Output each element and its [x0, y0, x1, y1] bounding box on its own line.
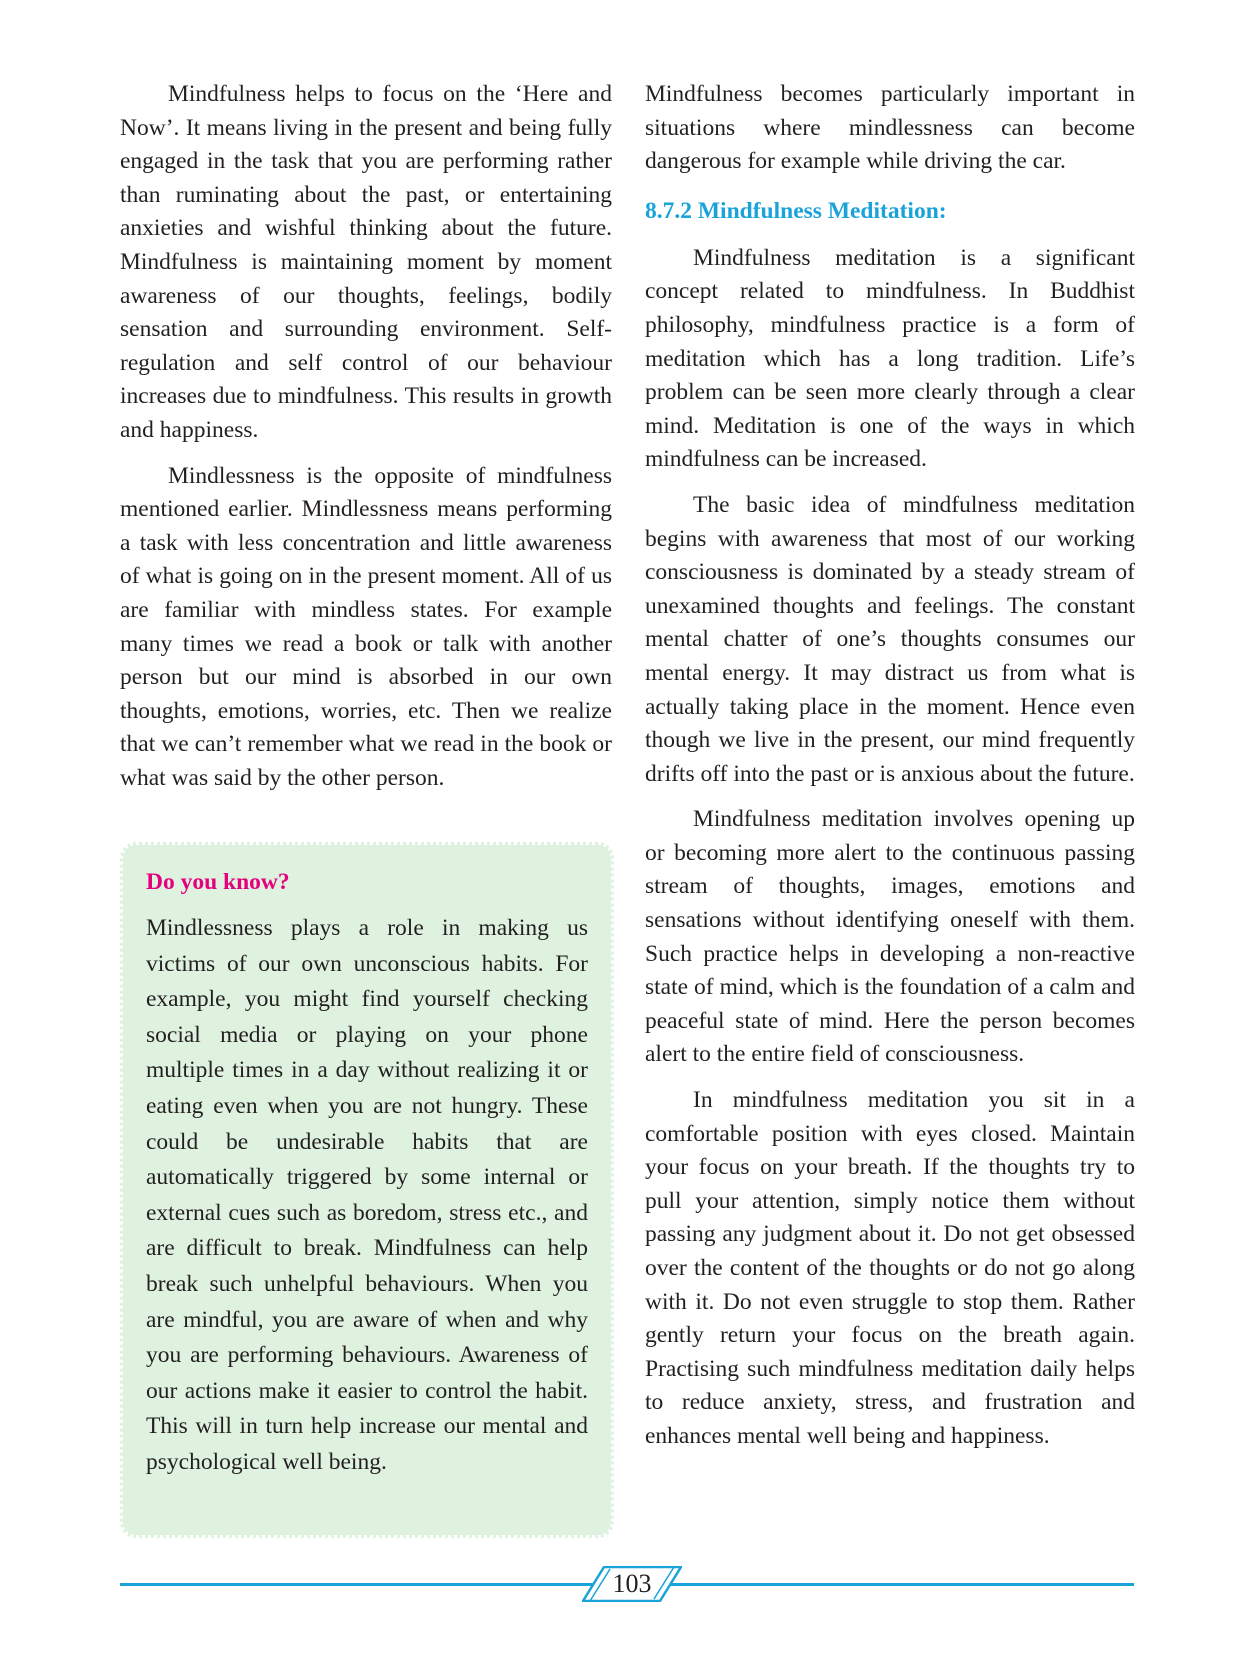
box-title: Do you know?: [146, 869, 290, 895]
right-paragraph-3: Mindfulness meditation involves opening up or becoming more alert to the continuous passing stream of thoughts, images, emotions and sensations without identifying oneself with them. Such practice helps in developing a non-reactive state of mind, which is the foundation of a calm and peaceful state of mind. Here the person becomes alert to the entire field of consciousness.: [645, 806, 1135, 1068]
right-paragraph-4: In mindfulness meditation you sit in a comfortable position with eyes closed. Maintain your focus on your breath. If the thoughts try to pull your attention, simply notice them without passing any judgment about it. Do not get obsessed over the content of the thoughts or do not go along with it. Do not even struggle to stop them. Rather gently return your focus on the breath again. Practising such mindfulness meditation daily helps to reduce anxiety, stress, and frustration and enhances mental well being and happiness.: [645, 1087, 1135, 1449]
right-paragraph-2: The basic idea of mindfulness meditation begins with awareness that most of our working consciousness is dominated by a steady stream of unexamined thoughts and feelings. The constant mental chatter of one’s thoughts consumes our mental energy. It may distract us from what is actually taking place in the moment. Hence even though we live in the present, our mind frequently drifts off into the past or is anxious about the future.: [645, 491, 1135, 787]
box-text: Mindlessness plays a role in making us victims of our own unconscious habits. For example, you might find yourself checking social media or playing on your phone multiple times in a day without realizing it or eating even when you are not hungry. These could be undesirable habits that are automatically triggered by some internal or external cues such as boredom, stress etc., and are difficult to break. Mindfulness can help break such unhelpful behaviours. When you are mindful, you are aware of when and why you are performing behaviours. Awareness of our actions make it easier to control the habit. This will in turn help increase our mental and psychological well being.: [146, 915, 588, 1475]
section-heading: 8.7.2 Mindfulness Meditation:: [645, 197, 947, 224]
left-paragraph-1: Mindfulness helps to focus on the ‘Here and Now’. It means living in the present and being fully engaged in the task that you are performing rather than ruminating about the past, or entertaining anxieties and wishful thinking about the future. Mindfulness is maintaining moment by moment awareness of our thoughts, feelings, bodily sensation and surrounding environment. Self-regulation and self control of our behaviour increases due to mindfulness. This results in growth and happiness.: [120, 81, 612, 443]
do-you-know-box: [120, 842, 614, 1538]
right-paragraph-1: Mindfulness meditation is a significant concept related to mindfulness. In Buddhist philosophy, mindfulness practice is a form of meditation which has a long tradition. Life’s problem can be seen more clearly through a clear mind. Meditation is one of the ways in which mindfulness can be increased.: [645, 244, 1135, 473]
left-paragraph-2: Mindlessness is the opposite of mindfulness mentioned earlier. Mindlessness means performing a task with less concentration and little awareness of what is going on in the present moment. All of us are familiar with mindless states. For example many times we read a book or talk with another person but our mind is absorbed in our own thoughts, emotions, worries, etc. Then we realize that we can’t remember what we read in the book or what was said by the other person.: [120, 462, 612, 791]
page-number-tab: [582, 1566, 682, 1602]
page-number: 103: [612, 1569, 652, 1598]
left-column: [120, 78, 612, 807]
page-footer: [120, 1570, 1134, 1620]
right-intro-paragraph: Mindfulness becomes particularly important in situations where mindlessness can become dangerous for example while driving the car.: [645, 81, 1135, 175]
right-column: [645, 78, 1135, 1466]
